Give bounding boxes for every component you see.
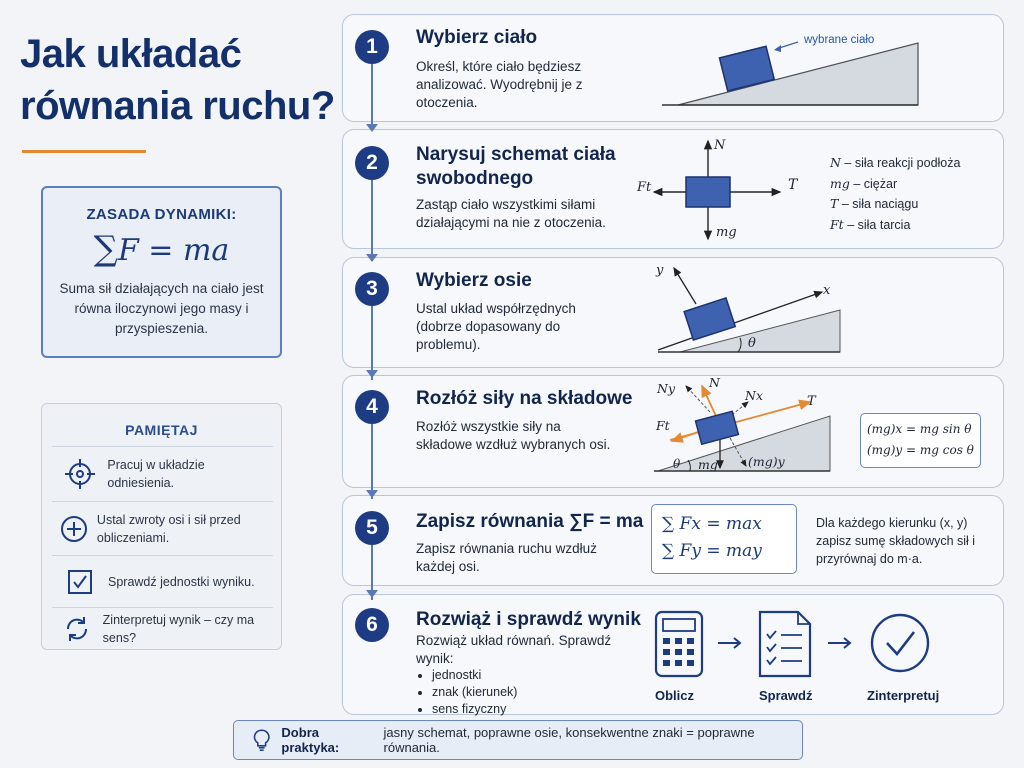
tip-label: Dobra praktyka: <box>281 725 340 755</box>
step-number-2: 2 <box>355 146 389 180</box>
step-title: Rozwiąż i sprawdź wynik <box>416 609 641 630</box>
flow-arrow-icon <box>366 490 378 498</box>
step-title: Wybierz ciało <box>416 27 538 48</box>
remember-text: Pracuj w układzie odniesienia. <box>107 458 205 490</box>
step-description: Określ, które ciało będziesz analizować. Wyodrębnij je z otoczenia. <box>416 59 583 110</box>
step-title: Wybierz osie <box>416 270 532 291</box>
legend-symbol: mg <box>830 175 850 191</box>
step-description: Rozłóż wszystkie siły na składowe wzdłuż wybranych osi. <box>416 419 611 452</box>
step-number-3: 3 <box>355 272 389 306</box>
check-item: • znak (kierunek) <box>432 684 517 701</box>
equations-note: Dla każdego kierunku (x, y) zapisz sumę składowych sił i przyrównaj do m·a. <box>816 516 976 566</box>
legend-symbol: Ft <box>830 216 844 232</box>
angle-label: θ <box>748 336 756 351</box>
legend-text: – siła reakcji podłoża <box>844 156 961 170</box>
axis-label-x: x <box>823 283 831 298</box>
step-description: Rozwiąż układ równań. Sprawdź wynik: <box>416 633 612 666</box>
equations-box <box>651 504 797 574</box>
remember-heading: PAMIĘTAJ <box>125 422 198 438</box>
remember-item <box>52 555 273 607</box>
component-label-t: T <box>807 394 816 409</box>
remember-text: Sprawdź jednostki wyniku. <box>108 574 255 589</box>
title-underline <box>22 150 146 153</box>
legend-symbol: T <box>830 196 839 211</box>
remember-box <box>41 403 282 650</box>
law-heading: ZASADA DYNAMIKI: <box>86 206 237 223</box>
flow-connector <box>371 306 373 380</box>
action-label-interpret: Zinterpretuj <box>867 688 940 703</box>
step-number-6: 6 <box>355 608 389 642</box>
force-label-n: N <box>714 138 726 153</box>
step-number-4: 4 <box>355 390 389 424</box>
force-legend <box>830 153 960 235</box>
page-title: Jak układać równania ruchu? <box>20 32 335 128</box>
flow-connector <box>371 62 373 130</box>
dynamics-law-box <box>41 186 282 358</box>
step-description: Zapisz równania ruchu wzdłuż każdej osi. <box>416 541 597 574</box>
flow-connector <box>371 180 373 261</box>
sum-symbol: ∑ <box>93 229 118 269</box>
remember-item <box>52 607 273 649</box>
component-label-mg: mg <box>698 457 718 472</box>
step-title: Rozłóż siły na składowe <box>416 388 633 409</box>
remember-text: Ustal zwroty osi i sił przed obliczeniami. <box>96 512 241 545</box>
flow-arrow-icon <box>366 254 378 262</box>
plus-circle-icon <box>52 512 97 546</box>
flow-connector <box>371 424 373 499</box>
remember-item <box>52 501 273 555</box>
lightbulb-icon <box>252 728 271 752</box>
flow-arrow-icon <box>366 590 378 598</box>
check-item: • sens fizyczny <box>432 701 517 718</box>
axis-label-y: y <box>656 263 664 278</box>
body-block <box>684 298 735 340</box>
law-description: Suma sił działających na ciało jest równa iloczynowi jego masy i przyspieszenia. <box>59 281 264 336</box>
legend-text: – siła naciągu <box>841 197 919 211</box>
remember-item <box>52 446 273 501</box>
equation-x: ∑ Fx = max <box>662 514 762 534</box>
incline-diagram <box>660 25 930 115</box>
component-formula: (mg)y = mg cos θ <box>867 443 974 457</box>
arrow-right-icon <box>718 638 740 648</box>
formula-text: F = ma <box>117 233 230 268</box>
force-label-t: T <box>788 177 798 193</box>
component-formula: (mg)x = mg sin θ <box>867 422 972 436</box>
process-icons <box>650 610 950 680</box>
component-label-mgy: (mg)y <box>748 454 785 469</box>
calculator-icon <box>656 612 702 676</box>
action-label-check: Sprawdź <box>759 688 813 703</box>
law-formula <box>43 229 280 269</box>
component-label-n: N <box>709 375 720 390</box>
flow-arrow-icon <box>366 124 378 132</box>
step-title: Zapisz równania ∑F = ma <box>416 511 644 532</box>
legend-symbol: N <box>830 155 841 170</box>
best-practice-tip <box>233 720 803 760</box>
component-label-ny: Ny <box>657 381 675 396</box>
body-block <box>686 177 730 207</box>
check-list <box>432 667 517 718</box>
step-number-1: 1 <box>355 30 389 64</box>
step-title: Narysuj schemat ciała swobodnego <box>416 144 616 189</box>
flow-arrow-icon <box>366 370 378 378</box>
step-description: Ustal układ współrzędnych (dobrze dopasowany do problemu). <box>416 301 576 352</box>
component-formulas-box <box>860 413 981 468</box>
body-block <box>696 411 739 444</box>
tip-text: jasny schemat, poprawne osie, konsekwentne znaki = poprawne równania. <box>383 725 755 755</box>
component-label-nx: Nx <box>745 388 763 403</box>
check-circle-icon <box>872 615 928 671</box>
angle-label: θ <box>673 457 681 471</box>
step-description: Zastąp ciało wszystkimi siłami działającymi na nie z otoczenia. <box>416 197 606 230</box>
refresh-icon <box>52 612 103 646</box>
step-number-5: 5 <box>355 511 389 545</box>
legend-text: – siła tarcia <box>847 217 911 232</box>
check-item: • jednostki <box>432 667 517 684</box>
remember-text: Zinterpretuj wynik – czy ma sens? <box>102 612 255 645</box>
arrow-right-icon <box>828 638 850 648</box>
equation-y: ∑ Fy = may <box>662 541 762 561</box>
component-label-ft: Ft <box>656 418 670 433</box>
legend-text: – ciężar <box>853 176 898 191</box>
crosshair-icon <box>52 457 107 491</box>
checklist-icon <box>760 612 810 676</box>
selected-body-label: wybrane ciało <box>804 34 875 46</box>
action-label-calculate: Oblicz <box>655 688 695 703</box>
force-label-mg: mg <box>716 225 737 240</box>
checkbox-icon <box>52 565 108 599</box>
force-label-ft: Ft <box>637 180 652 195</box>
